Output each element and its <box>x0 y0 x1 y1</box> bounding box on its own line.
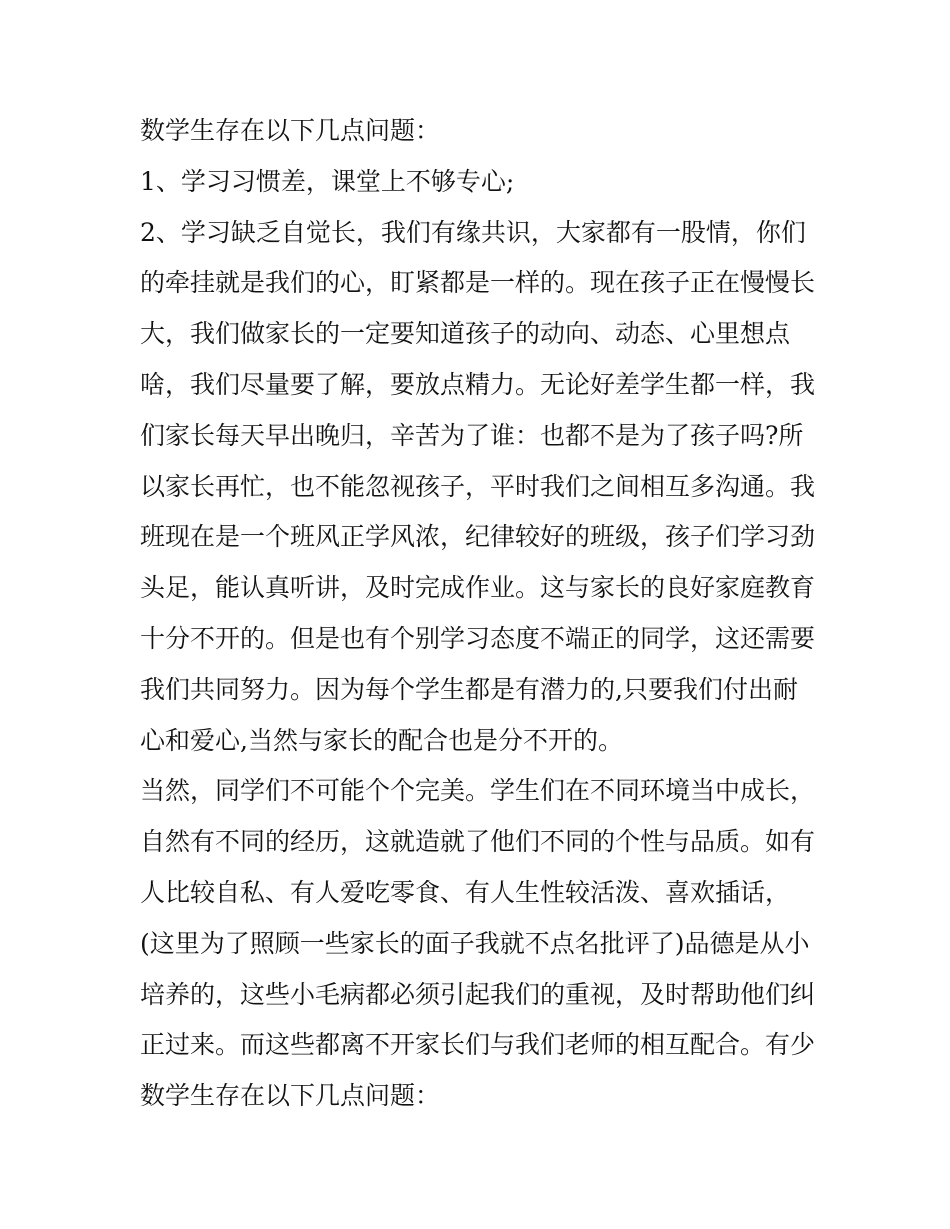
text-line: 头足，能认真听讲，及时完成作业。这与家长的良好家庭教育 <box>140 573 816 603</box>
text-line: 数学生存在以下几点问题： <box>140 116 441 145</box>
text-line: 大，我们做家长的一定要知道孩子的动向、动态、心里想点 <box>140 319 791 349</box>
text-line: 自然有不同的经历，这就造就了他们不同的个性与品质。如有 <box>140 827 816 857</box>
text-line: 培养的，这些小毛病都必须引起我们的重视，及时帮助他们纠 <box>140 979 816 1009</box>
text-line: 的牵挂就是我们的心，盯紧都是一样的。现在孩子正在慢慢长 <box>140 268 816 298</box>
text-line: 1、学习习惯差，课堂上不够专心; <box>140 166 515 196</box>
text-line: 当然，同学们不可能个个完美。学生们在不同环境当中成长， <box>140 776 816 806</box>
document-body <box>140 106 830 1122</box>
text-line: 我们共同努力。因为每个学生都是有潜力的,只要我们付出耐 <box>140 674 798 704</box>
text-line: 以家长再忙，也不能忽视孩子，平时我们之间相互多沟通。我 <box>140 471 816 501</box>
text-line: 十分不开的。但是也有个别学习态度不端正的同学，这还需要 <box>140 623 816 653</box>
text-line: 2、学习缺乏自觉长，我们有缘共识，大家都有一股情，你们 <box>140 217 806 247</box>
text-line: 正过来。而这些都离不开家长们与我们老师的相互配合。有少 <box>140 1030 816 1060</box>
text-line: 班现在是一个班风正学风浓，纪律较好的班级，孩子们学习劲 <box>140 522 816 552</box>
text-line: 们家长每天早出晚归，辛苦为了谁：也都不是为了孩子吗?所 <box>140 420 804 450</box>
text-line: 啥，我们尽量要了解，要放点精力。无论好差学生都一样，我 <box>140 369 816 399</box>
text-line: 数学生存在以下几点问题： <box>140 1081 441 1111</box>
text-line: (这里为了照顾一些家长的面子我就不点名批评了)品德是从小 <box>140 928 810 958</box>
text-line: 心和爱心,当然与家长的配合也是分不开的。 <box>140 725 623 755</box>
text-line: 人比较自私、有人爱吃零食、有人生性较活泼、喜欢插话， <box>140 877 791 907</box>
